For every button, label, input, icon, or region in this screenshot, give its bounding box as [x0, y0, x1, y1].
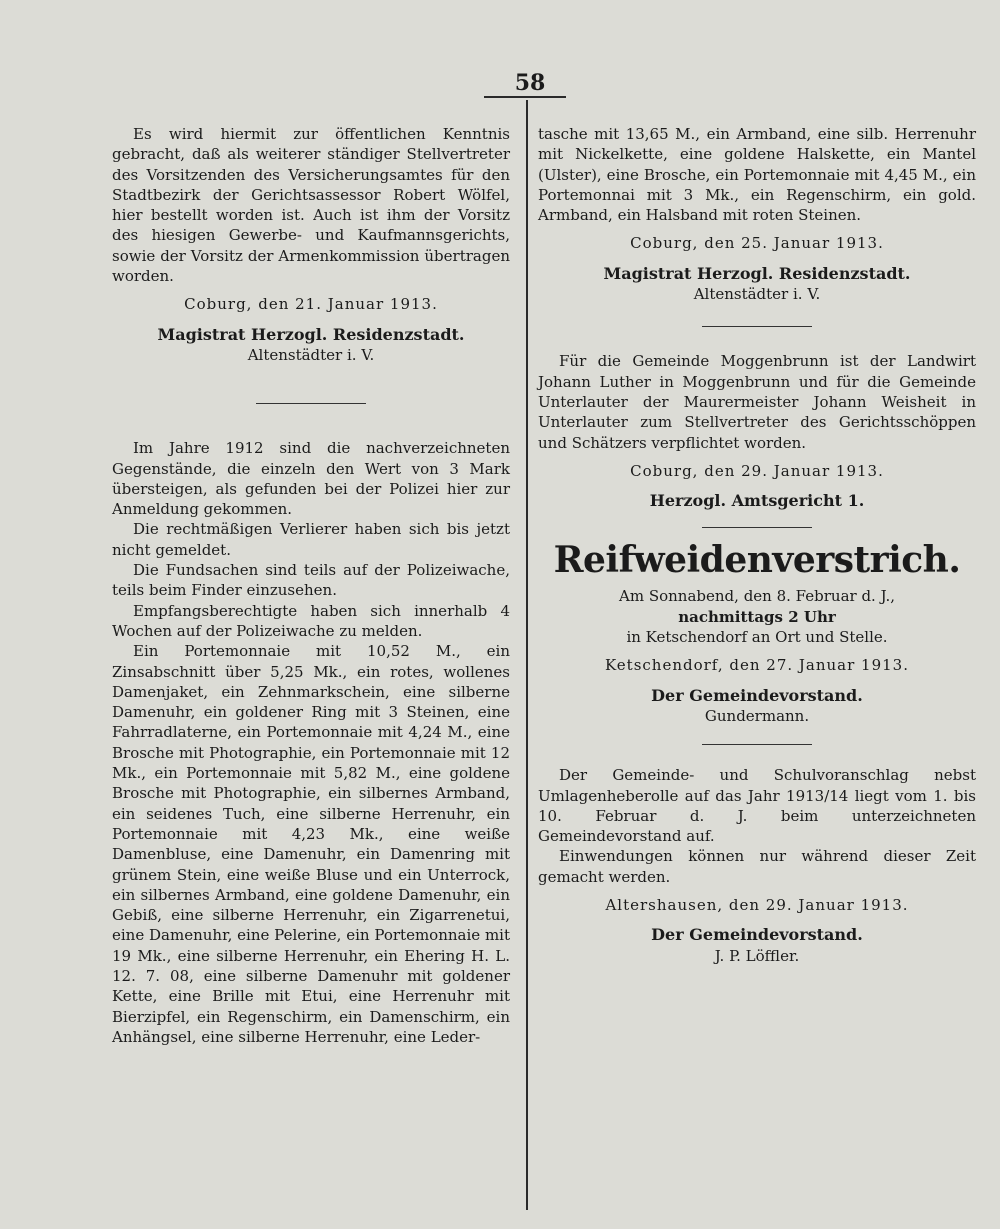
budget-notice-signer: J. P. Löffler.	[714, 946, 800, 965]
right-column	[538, 124, 976, 966]
auction-notice-signer: Gundermann.	[704, 706, 810, 725]
budget-notice-objections: Einwendungen können nur während dieser Zeit gemacht werden.	[538, 847, 976, 886]
court-notice-date: Coburg, den 29. Januar 1913.	[630, 461, 884, 480]
auction-time-line: nachmittags 2 Uhr	[678, 607, 836, 626]
court-notice-org: Herzogl. Amtsgericht 1.	[649, 491, 865, 511]
budget-notice-org: Der Gemeindevorstand.	[651, 925, 863, 945]
page-number: 58	[514, 70, 546, 96]
found-items-list-continued: tasche mit 13,65 M., ein Armband, eine silb. Herrenuhr mit Nickelkette, eine goldene Halskette, ein Mantel (Ulster), eine Brosche, ein Portemonnaie mit 4,45 M., ein Portemonnai mit 3 Mk., ein Regenschirm, ein gold. Armband, ein Halsband mit roten Steinen.	[538, 125, 976, 225]
found-items-signer: Altenstädter i. V.	[693, 285, 821, 304]
section-divider	[702, 744, 812, 745]
left-column	[112, 124, 510, 1047]
section-divider	[702, 527, 812, 528]
found-items-owners: Die rechtmäßigen Verlierer haben sich bis jetzt nicht gemeldet.	[112, 520, 510, 559]
found-items-claim: Empfangsberechtigte haben sich innerhalb 4 Wochen auf der Polizeiwache zu melden.	[112, 601, 510, 640]
budget-notice-date: Altershausen, den 29. Januar 1913.	[605, 896, 909, 915]
notice-appointment-signer: Altenstädter i. V.	[247, 345, 375, 364]
notice-appointment-date: Coburg, den 21. Januar 1913.	[184, 295, 438, 314]
column-divider	[526, 100, 528, 1210]
found-items-date: Coburg, den 25. Januar 1913.	[630, 234, 884, 253]
auction-place-line: in Ketschendorf an Ort und Stelle.	[626, 628, 888, 647]
notice-appointment-text: Es wird hiermit zur öffentlichen Kenntnis gebracht, daß als weiterer ständiger Stellvertreter des Vorsitzenden des Versicherungsamtes für den Stadtbezirk der Gerichtsassessor Robert Wölfel, hier bestellt worden ist. Auch ist ihm der Vorsitz des hiesigen Gewerbe- und Kaufmannsgerichts, sowie der Vorsitz der Armenkommission übertragen worden.	[112, 125, 510, 286]
auction-notice-org: Der Gemeindevorstand.	[651, 685, 863, 705]
section-divider	[256, 403, 366, 404]
found-items-org: Magistrat Herzogl. Residenzstadt.	[603, 263, 911, 283]
budget-notice-text: Der Gemeinde- und Schulvoranschlag nebst Umlagenheberolle auf das Jahr 1913/14 liegt vom 1. bis 10. Februar d. J. beim unterzeichneten Gemeindevorstand auf.	[538, 766, 976, 846]
court-notice-text: Für die Gemeinde Moggenbrunn ist der Landwirt Johann Luther in Moggenbrunn und für die Gemeinde Unterlauter der Maurermeister Johann Weisheit in Unterlauter zum Stellvertreter des Gerichtsschöppen und Schätzers verpflichtet worden.	[538, 352, 976, 452]
section-divider	[702, 326, 812, 327]
auction-headline: Reifweidenverstrich.	[553, 539, 961, 582]
auction-notice-date: Ketschendorf, den 27. Januar 1913.	[605, 656, 909, 675]
auction-date-line: Am Sonnabend, den 8. Februar d. J.,	[619, 587, 895, 606]
found-items-list: Ein Portemonnaie mit 10,52 M., ein Zinsabschnitt über 5,25 Mk., ein rotes, wollenes Damenjaket, ein Zehnmarkschein, eine silberne Damenuhr, ein goldener Ring mit 3 Steinen, eine Fahrradlaterne, ein Portemonnaie mit 4,24 M., eine Brosche mit Photographie, ein Portemonnaie mit 12 Mk., ein Portemonnaie mit 5,82 M., eine goldene Brosche mit Photographie, ein silbernes Armband, ein seidenes Tuch, eine silberne Herrenuhr, ein Portemonnaie mit 4,23 Mk., eine weiße Damenbluse, eine Damenuhr, ein Damenring mit grünem Stein, eine weiße Bluse und ein Unterrock, ein silbernes Armband, eine goldene Damenuhr, ein Gebiß, eine silberne Herrenuhr, ein Zigarrenetui, eine Damenuhr, eine Pelerine, ein Portemonnaie mit 19 Mk., eine silberne Herrenuhr, ein Ehering H. L. 12. 7. 08, eine silberne Damenuhr mit goldener Kette, eine Brille mit Etui, eine Herrenuhr mit Bierzipfel, ein Regenschirm, ein Damenschirm, ein Anhängsel, eine silberne Herrenuhr, eine Leder-	[112, 642, 510, 1046]
page-number-rule	[484, 96, 566, 98]
found-items-intro: Im Jahre 1912 sind die nachverzeichneten Gegenstände, die einzeln den Wert von 3 Mark übersteigen, als gefunden bei der Polizei hier zur Anmeldung gekommen.	[112, 439, 510, 519]
found-items-location: Die Fundsachen sind teils auf der Polizeiwache, teils beim Finder einzusehen.	[112, 561, 510, 600]
notice-appointment-org: Magistrat Herzogl. Residenzstadt.	[157, 324, 465, 344]
